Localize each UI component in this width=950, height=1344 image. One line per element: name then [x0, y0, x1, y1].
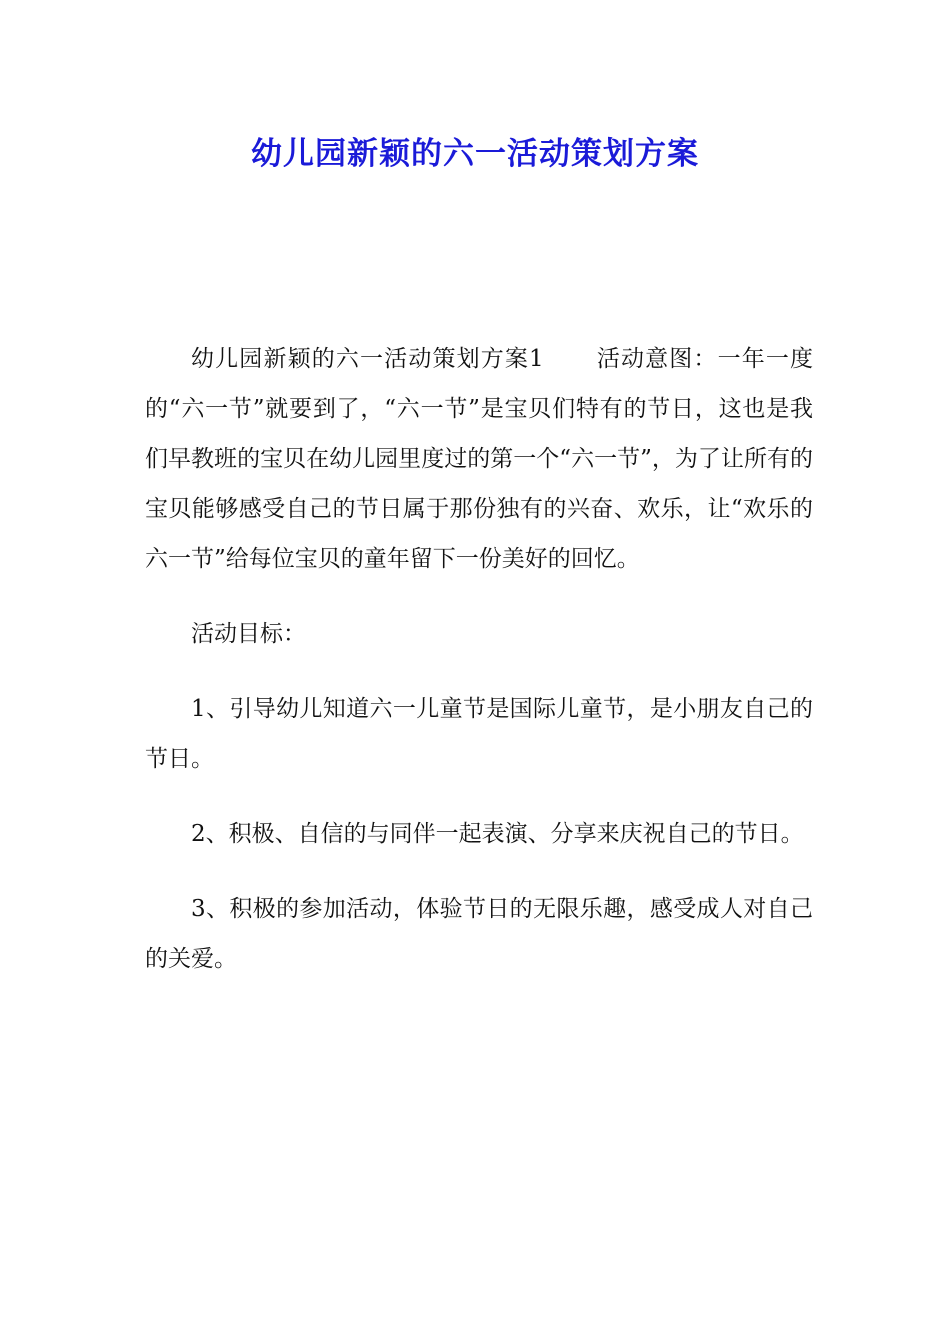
document-body: [145, 334, 813, 1009]
paragraph-intent: [145, 334, 813, 584]
paragraph-goals-heading: 活动目标：: [191, 621, 306, 647]
document-title: 幼儿园新颖的六一活动策划方案: [251, 136, 699, 172]
paragraph-text: 活动意图：一年一度的“六一节”就要到了，“六一节”是宝贝们特有的节日，这也是我们早教班的宝贝在幼儿园里度过的第一个“六一节”，为了让所有的宝贝能够感受自己的节日属于那份独有的兴奋、欢乐，让“欢乐的六一节”给每位宝贝的童年留下一份美好的回忆。: [145, 346, 814, 572]
paragraph-goal-3: 3、积极的参加活动，体验节日的无限乐趣，感受成人对自己的关爱。: [145, 896, 813, 972]
section-heading: 幼儿园新颖的六一活动策划方案1: [191, 346, 544, 372]
paragraph-goal-1: 1、引导幼儿知道六一儿童节是国际儿童节，是小朋友自己的节日。: [145, 696, 813, 772]
paragraph-goal-2: 2、积极、自信的与同伴一起表演、分享来庆祝自己的节日。: [191, 821, 804, 847]
